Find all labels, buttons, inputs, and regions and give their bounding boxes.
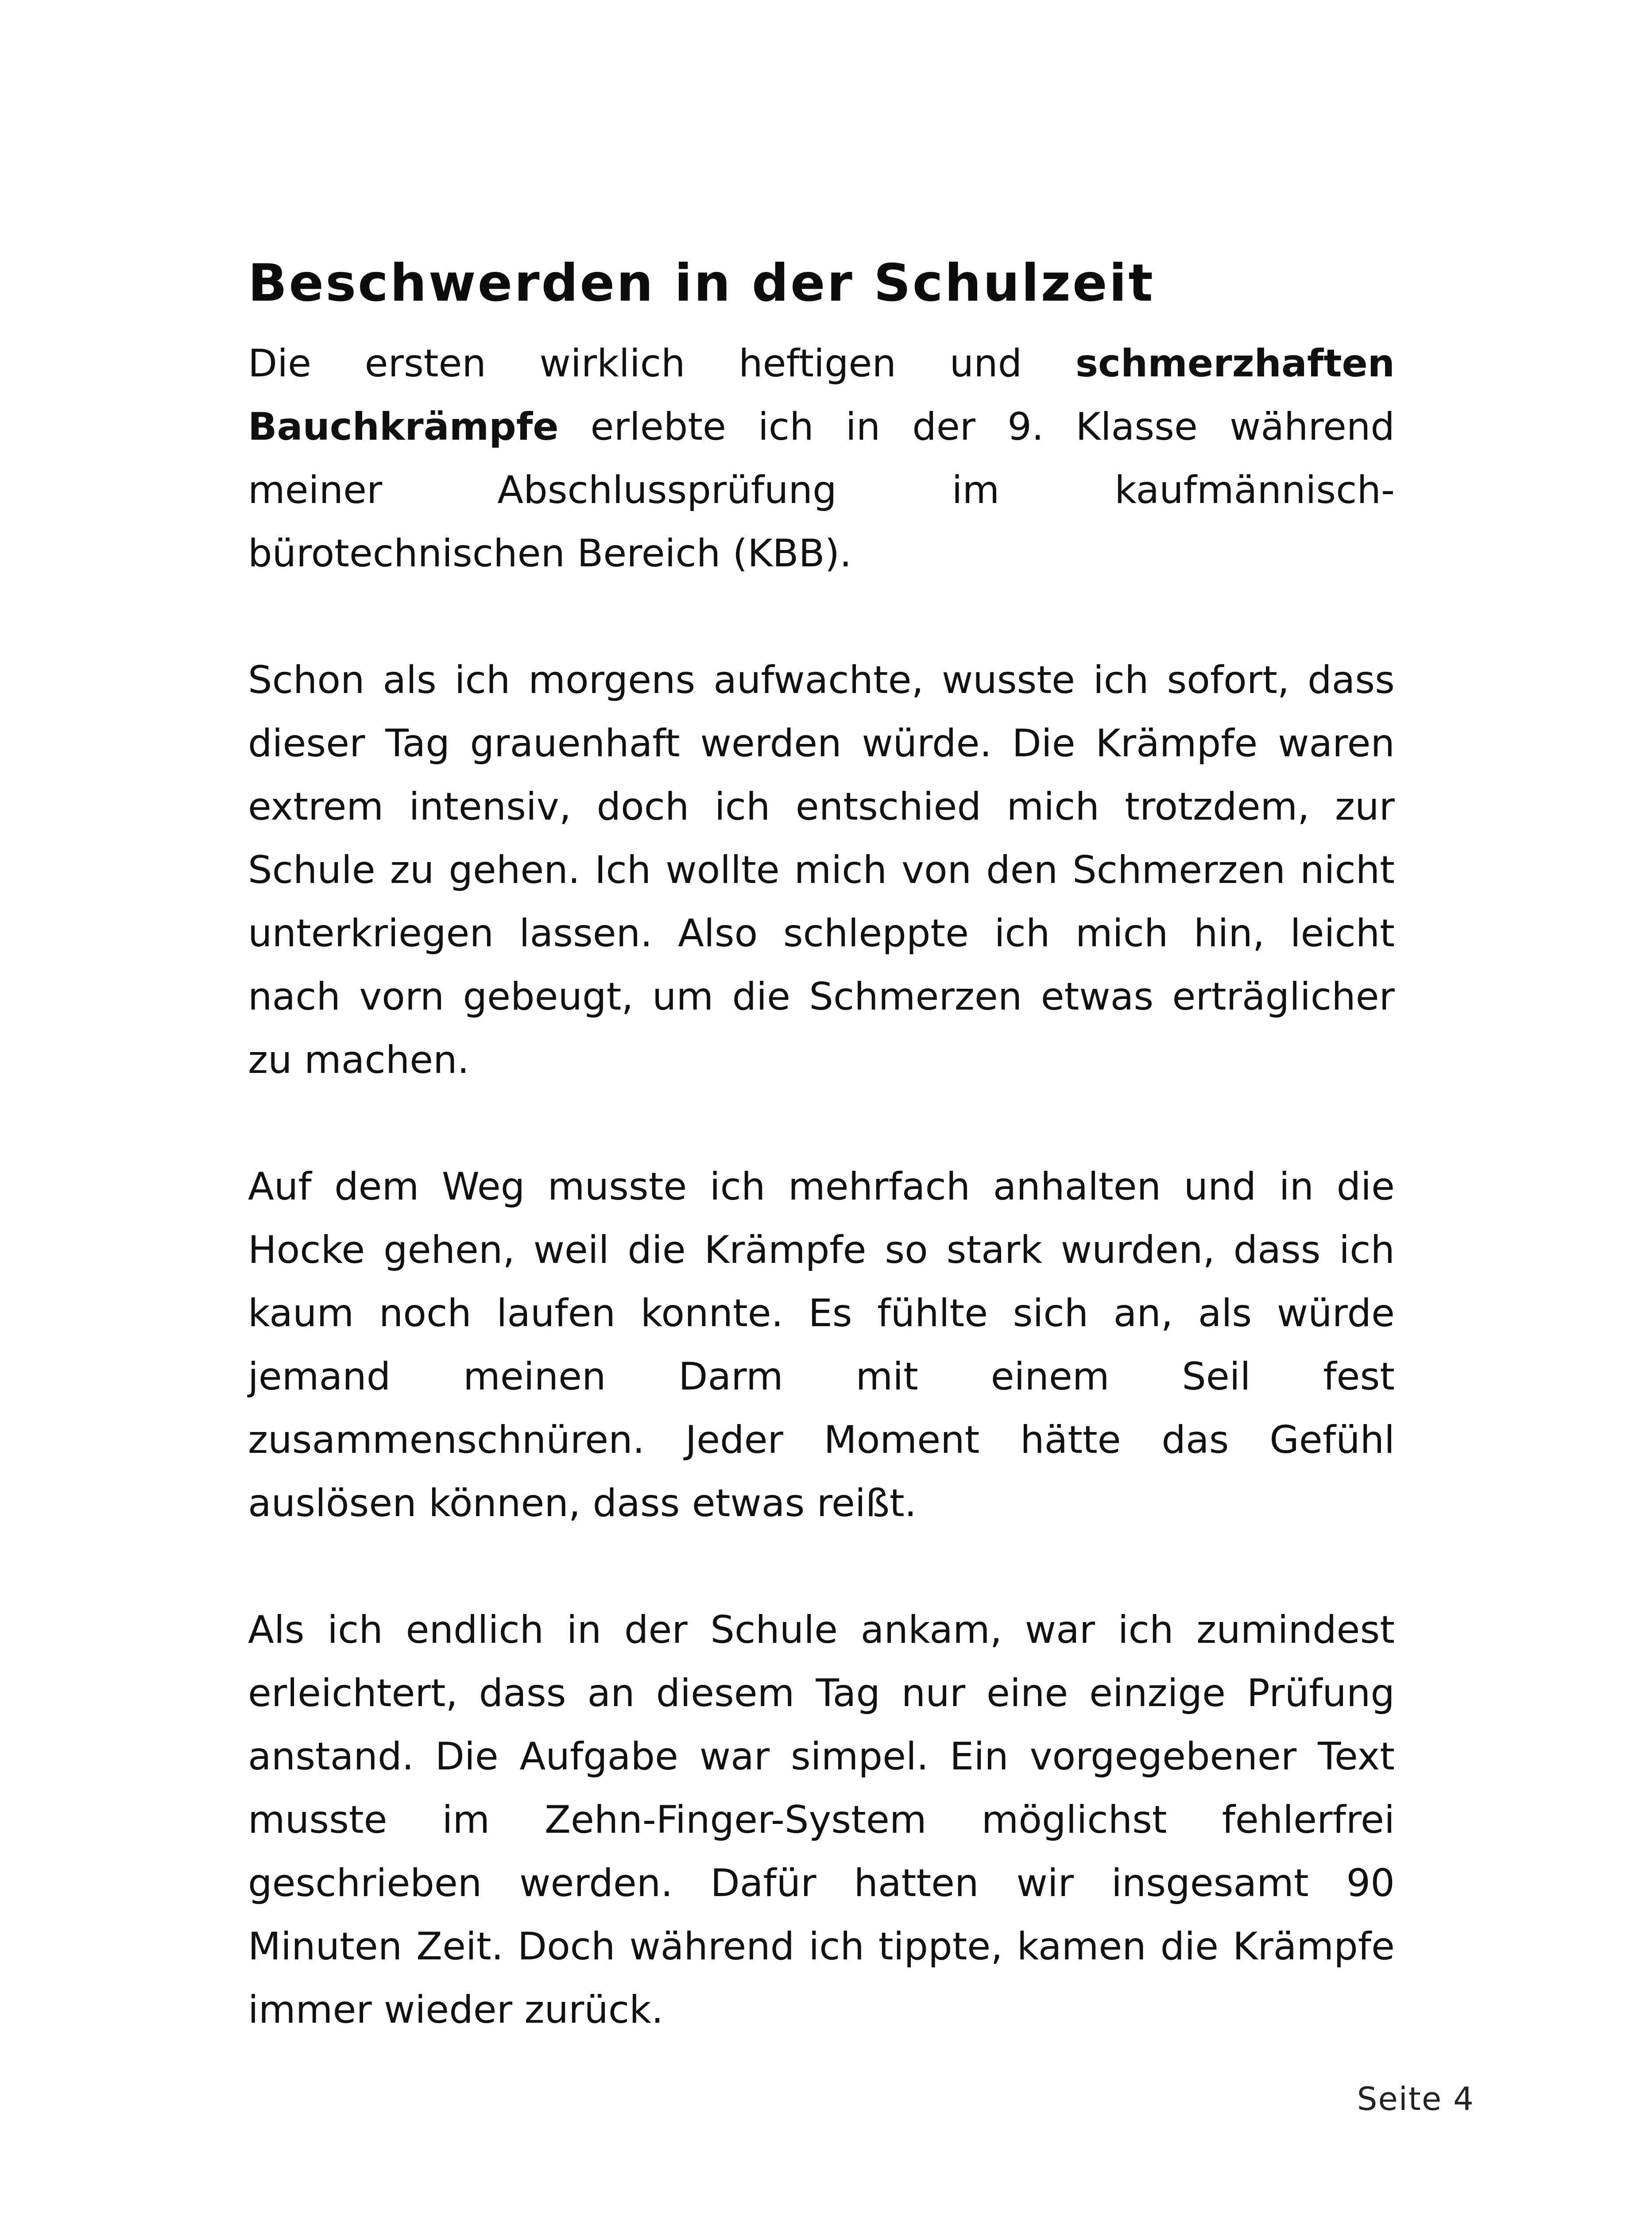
- paragraph-1-emphasis: schmerzhaften Bauchkrämpfe: [248, 341, 1395, 449]
- paragraph-3: Auf dem Weg musste ich mehrfach anhalten und in die Hocke gehen, weil die Krämpfe so stark wurden, dass ich kaum noch laufen konnte. Es fühlte sich an, als würde jemand meinen Darm mit einem Seil fest zusammenschnüren. Jeder Moment hätte das Gefühl auslösen können, dass etwas reißt.: [248, 1165, 1395, 1525]
- paragraph-1-intro: Die ersten wirklich heftigen und: [248, 341, 1076, 386]
- page-content: [248, 248, 1395, 2042]
- paragraph-2: Schon als ich morgens aufwachte, wusste ich sofort, dass dieser Tag grauenhaft werden würde. Die Krämpfe waren extrem intensiv, doch ich entschied mich trotzdem, zur Schule zu gehen. Ich wollte mich von den Schmerzen nicht unterkriegen lassen. Also schleppte ich mich hin, leicht nach vorn gebeugt, um die Schmerzen etwas erträglicher zu machen.: [248, 658, 1395, 1082]
- paragraph-1: [248, 332, 1395, 585]
- paragraph-1-rest: erlebte ich in der 9. Klasse während meiner Abschlussprüfung im kaufmännisch-bürotechnischen Bereich (KBB).: [248, 405, 1395, 576]
- section-heading: Beschwerden in der Schulzeit: [248, 253, 1155, 313]
- page-number: Seite 4: [1357, 2080, 1474, 2117]
- paragraph-4: Als ich endlich in der Schule ankam, war ich zumindest erleichtert, dass an diesem Tag nur eine einzige Prüfung anstand. Die Aufgabe war simpel. Ein vorgegebener Text musste im Zehn-Finger-System möglichst fehlerfrei geschrieben werden. Dafür hatten wir insgesamt 90 Minuten Zeit. Doch während ich tippte, kamen die Krämpfe immer wieder zurück.: [248, 1608, 1395, 2032]
